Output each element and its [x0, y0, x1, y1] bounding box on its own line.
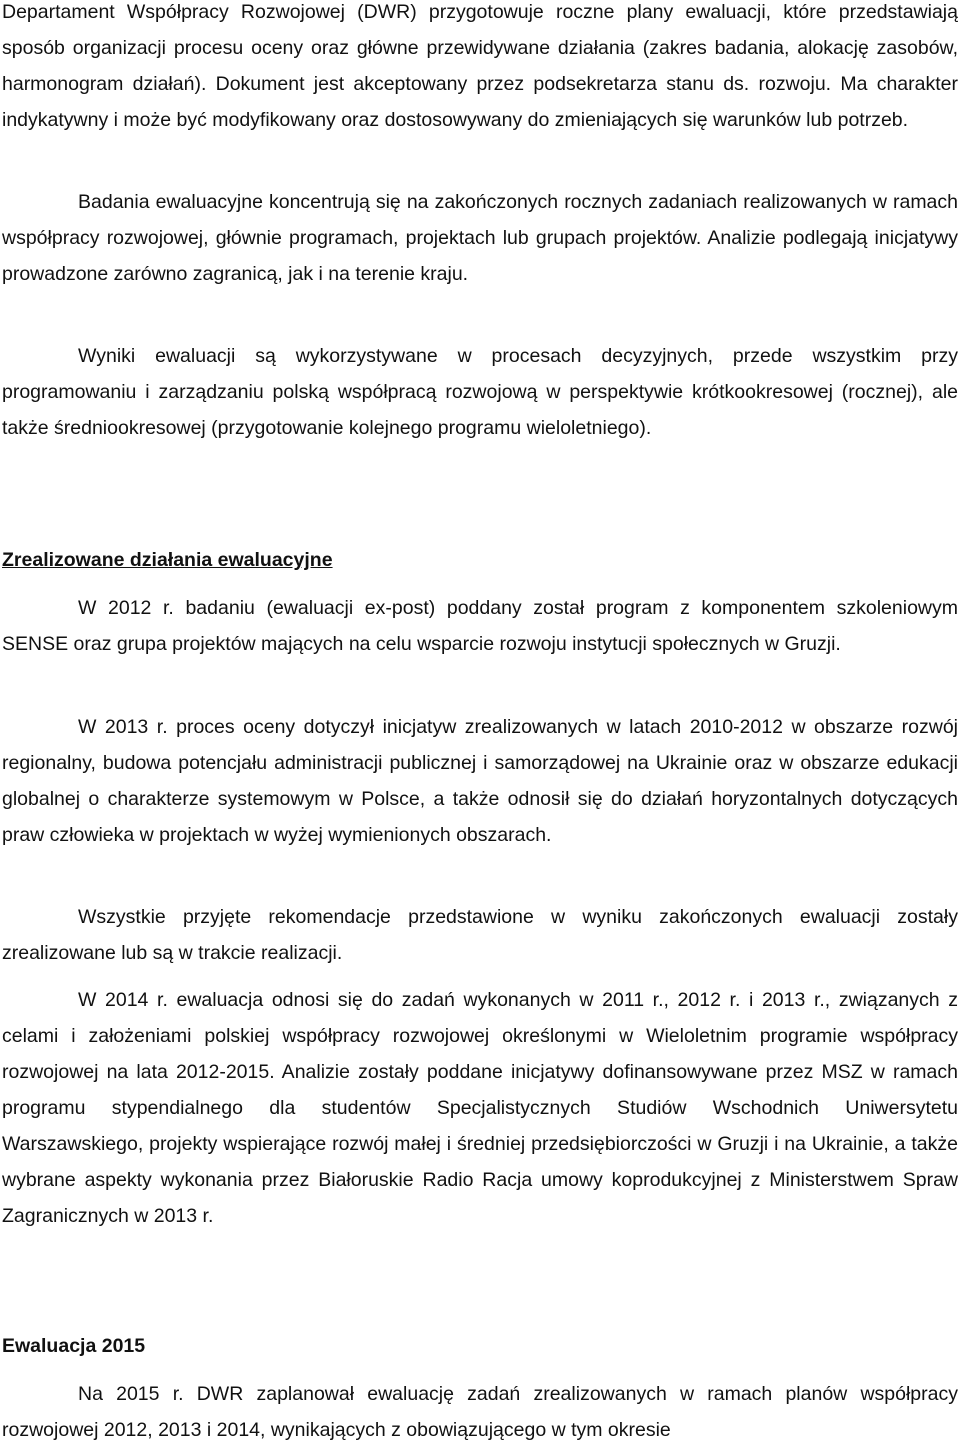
paragraph-evaluation-results: Wyniki ewaluacji są wykorzystywane w procesach decyzyjnych, przede wszystkim przy programowaniu i zarządzaniu polską współpracą rozwojową w perspektywie krótkookresowej (rocznej), ale także średniookresowej (przygotowanie kolejnego programu wieloletniego). — [2, 345, 958, 439]
paragraph-evaluation-plans: Departament Współpracy Rozwojowej (DWR) przygotowuje roczne plany ewaluacji, które przedstawiają sposób organizacji procesu oceny oraz główne przewidywane działania (zakres badania, alokację zasobów, harmonogram działań). Dokument jest akceptowany przez podsekretarza stanu ds. rozwoju. Ma charakter indykatywny i może być modyfikowany oraz dostosowywany do zmieniających się warunków lub potrzeb. — [2, 1, 958, 131]
section-heading-evaluation-2015: Ewaluacja 2015 — [2, 1335, 146, 1357]
paragraph-recommendations: Wszystkie przyjęte rekomendacje przedstawione w wyniku zakończonych ewaluacji zostały zrealizowane lub są w trakcie realizacji. — [2, 906, 958, 964]
paragraph-2013: W 2013 r. proces oceny dotyczył inicjatyw zrealizowanych w latach 2010-2012 w obszarze rozwój regionalny, budowa potencjału administracji publicznej i samorządowej na Ukrainie oraz w obszarze edukacji globalnej o charakterze systemowym w Polsce, a także odnosił się do działań horyzontalnych dotyczących praw człowieka w projektach w wyżej wymienionych obszarach. — [2, 716, 958, 846]
section-heading-completed-activities: Zrealizowane działania ewaluacyjne — [2, 549, 333, 571]
paragraph-2014: W 2014 r. ewaluacja odnosi się do zadań wykonanych w 2011 r., 2012 r. i 2013 r., związanych z celami i założeniami polskiej współpracy rozwojowej określonymi w Wieloletnim programie współpracy rozwojowej na lata 2012-2015. Analizie zostały poddane inicjatywy dofinansowywane przez MSZ w ramach programu stypendialnego dla studentów Specjalistycznych Studiów Wschodnich Uniwersytetu Warszawskiego, projekty wspierające rozwój małej i średniej przedsiębiorczości w Gruzji i na Ukrainie, a także wybrane aspekty wykonania przez Białoruskie Radio Racja umowy koprodukcyjnej z Ministerstwem Spraw Zagranicznych w 2013 r. — [2, 989, 958, 1227]
paragraph-2012: W 2012 r. badaniu (ewaluacji ex-post) poddany został program z komponentem szkoleniowym SENSE oraz grupa projektów mających na celu wsparcie rozwoju instytucji społecznych w Gruzji. — [2, 597, 958, 655]
paragraph-evaluation-scope: Badania ewaluacyjne koncentrują się na zakończonych rocznych zadaniach realizowanych w ramach współpracy rozwojowej, głównie programach, projektach lub grupach projektów. Analizie podlegają inicjatywy prowadzone zarówno zagranicą, jak i na terenie kraju. — [2, 191, 958, 285]
paragraph-2015: Na 2015 r. DWR zaplanował ewaluację zadań zrealizowanych w ramach planów współpracy rozwojowej 2012, 2013 i 2014, wynikających z obowiązującego w tym okresie — [2, 1383, 958, 1441]
